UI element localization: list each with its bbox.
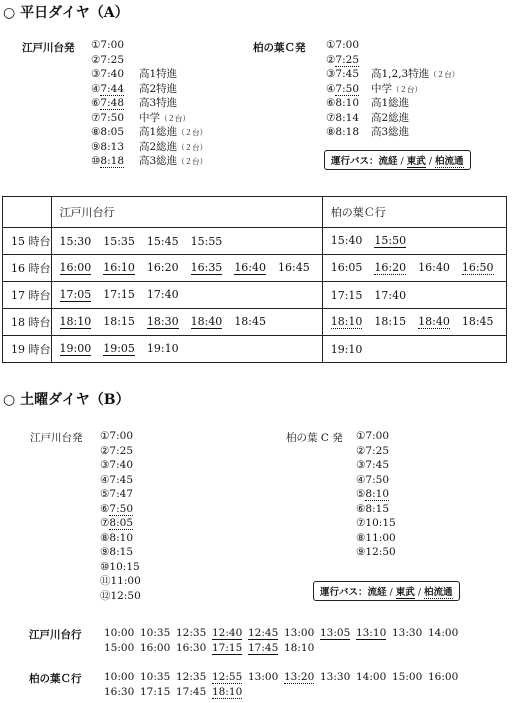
departure-row (100, 473, 141, 488)
edogawa-times-cell (51, 336, 322, 363)
departure-time: 8:10 (365, 488, 390, 500)
departure-number: ⑦ (91, 111, 101, 124)
departure-time: 15:45 (146, 234, 179, 248)
departure-number: ⑤ (356, 488, 366, 500)
kashiwa-times-cell (322, 336, 506, 363)
departure-row (100, 429, 141, 444)
legend-company-c: 柏流通 (424, 587, 453, 598)
table-header-kashiwa: 柏の葉Ｃ行 (322, 197, 506, 228)
table-row (3, 309, 507, 336)
departure-time: 8:10 (335, 97, 360, 109)
departure-time: 17:05 (59, 288, 92, 301)
departure-bus-count: （２台） (160, 113, 190, 123)
departure-row (326, 125, 410, 140)
departure-time: 7:00 (100, 39, 125, 51)
kashiwa-times-cell (322, 255, 506, 282)
departure-course: 高3総進 (371, 126, 410, 138)
departure-time: 13:20 (284, 671, 315, 683)
departure-time: 13:05 (320, 627, 351, 639)
departure-time: 7:40 (109, 459, 134, 471)
departure-time: 16:50 (461, 261, 494, 274)
departure-row (100, 458, 141, 473)
departure-time: 17:15 (103, 288, 135, 301)
departure-row (100, 560, 141, 575)
departure-time: 17:15 (212, 642, 243, 654)
departure-time: 7:25 (365, 444, 390, 457)
departure-time: 17:15 (140, 686, 171, 698)
departure-time: 18:10 (284, 642, 315, 654)
departure-time: 14:00 (428, 627, 459, 639)
departure-time: 15:50 (374, 234, 407, 247)
departure-row (356, 531, 396, 546)
departure-time: 18:15 (374, 315, 407, 328)
weekday-kashiwa-departures (326, 38, 460, 140)
departure-time: 17:40 (374, 288, 407, 302)
departure-time: 7:45 (335, 68, 360, 80)
departure-number: ⑥ (100, 502, 110, 515)
departure-time: 10:15 (365, 517, 396, 529)
departure-time: 16:30 (176, 642, 207, 654)
departure-time: 15:30 (59, 234, 92, 248)
departure-time: 18:45 (234, 315, 267, 328)
departure-course: 高1総進（２台） (139, 126, 208, 138)
edogawa-times-cell (51, 282, 322, 309)
departure-course: 高1総進 (371, 97, 410, 109)
departure-time: 7:00 (365, 430, 390, 442)
departure-number: ⑤ (100, 488, 110, 500)
departure-time: 12:55 (212, 671, 243, 683)
weekday-title: ○ 平日ダイヤ（A） (3, 5, 129, 21)
departure-time: 13:00 (248, 671, 279, 683)
departure-time: 19:10 (330, 342, 363, 356)
departure-row (100, 502, 141, 517)
departure-row (91, 125, 208, 140)
departure-time: 16:00 (140, 642, 171, 654)
departure-time: 12:45 (248, 627, 279, 639)
legend-company-b: 東武 (395, 587, 415, 598)
legend-separator: / (425, 156, 436, 167)
saturday-kashiwa-departures (356, 429, 396, 560)
departure-course: 高1,2,3特進（２台） (371, 68, 460, 80)
weekday-return-timetable (2, 196, 507, 363)
departure-row (356, 545, 396, 560)
departure-time: 15:35 (103, 234, 135, 248)
departure-time: 7:00 (335, 39, 360, 51)
departure-row (91, 111, 190, 126)
departure-number: ① (91, 39, 101, 51)
departure-number: ④ (356, 473, 366, 486)
departure-time: 7:50 (335, 82, 360, 95)
departure-row (100, 487, 141, 502)
departure-time: 7:50 (365, 473, 390, 486)
edogawa-times-cell (51, 255, 322, 282)
departure-row (326, 96, 410, 111)
departure-time: 18:15 (103, 315, 135, 328)
kashiwa-times-cell (322, 309, 506, 336)
departure-time: 16:20 (146, 261, 179, 274)
table-header-blank (3, 197, 52, 228)
departure-time: 11:00 (110, 575, 141, 587)
departure-time: 19:00 (59, 342, 92, 355)
departure-time: 7:44 (100, 82, 125, 95)
legend-company-a: 流経 (367, 587, 387, 598)
departure-number: ② (326, 53, 336, 66)
departure-time: 14:00 (356, 671, 387, 683)
table-row (3, 228, 507, 255)
legend-separator: / (386, 587, 396, 598)
departure-time: 15:00 (392, 671, 423, 683)
weekday-edogawa-label: 江戸川台発 (22, 42, 75, 54)
departure-time: 8:05 (109, 517, 134, 529)
legend-company-b: 東武 (406, 156, 426, 167)
departure-number: ⑩ (100, 560, 110, 573)
departure-time: 7:40 (100, 68, 125, 80)
departure-number: ② (100, 444, 110, 457)
departure-row (100, 531, 141, 546)
departure-row (91, 82, 178, 97)
departure-number: ⑩ (91, 155, 101, 167)
hour-cell: 19 時台 (3, 336, 52, 363)
departure-time: 17:40 (146, 288, 179, 301)
departure-time: 7:25 (335, 53, 360, 66)
legend-separator: / (414, 587, 425, 598)
departure-time: 16:30 (104, 686, 135, 698)
departure-time: 11:00 (365, 531, 396, 544)
departure-time: 15:55 (190, 234, 223, 248)
departure-number: ③ (100, 459, 110, 471)
departure-row (91, 38, 124, 53)
departure-time: 18:40 (190, 315, 223, 328)
departure-row (91, 96, 178, 111)
departure-number: ② (91, 53, 101, 66)
departure-time: 7:00 (109, 430, 134, 442)
legend-prefix: 運行バス： (320, 587, 368, 598)
departure-number: ⑦ (356, 517, 366, 529)
departure-row (100, 516, 141, 531)
departure-course: 高2特進 (139, 82, 178, 95)
departure-number: ⑨ (100, 546, 110, 558)
departure-number: ⑧ (356, 531, 366, 544)
departure-time: 17:15 (330, 288, 363, 302)
departure-time: 10:00 (104, 627, 135, 639)
departure-time: 7:50 (100, 111, 125, 124)
departure-time: 8:18 (100, 155, 125, 167)
weekday-edogawa-departures (91, 38, 208, 169)
departure-time: 18:40 (418, 315, 450, 328)
departure-row (326, 111, 410, 126)
departure-time: 8:13 (100, 140, 125, 153)
departure-time: 10:15 (109, 560, 140, 573)
departure-row (91, 67, 178, 82)
departure-time: 18:30 (146, 315, 179, 328)
saturday-bus-legend (313, 581, 460, 601)
departure-number: ⑨ (356, 546, 366, 558)
departure-number: ④ (326, 82, 336, 95)
saturday-edogawa-departures (100, 429, 141, 603)
departure-number: ⑪ (100, 575, 111, 587)
departure-time: 16:00 (59, 261, 92, 274)
departure-row (326, 82, 422, 97)
departure-course: 高2総進 (371, 111, 410, 124)
saturday-kashiwa-label: 柏の葉 C 発 (286, 432, 343, 444)
departure-row (326, 53, 359, 68)
departure-time: 12:50 (365, 546, 396, 558)
departure-number: ⑧ (326, 126, 336, 138)
departure-number: ⑧ (91, 126, 101, 138)
hour-cell: 18 時台 (3, 309, 52, 336)
departure-number: ④ (91, 82, 101, 95)
departure-bus-count: （２台） (392, 84, 422, 94)
departure-time: 7:45 (365, 459, 390, 471)
departure-number: ① (326, 39, 336, 51)
legend-company-a: 流経 (378, 156, 398, 167)
edogawa-times-cell (51, 309, 322, 336)
departure-course: 高3総進（２台） (139, 155, 208, 167)
departure-number: ⑦ (100, 517, 110, 529)
departure-time: 12:35 (176, 627, 207, 639)
departure-time: 8:18 (335, 126, 360, 138)
departure-time: 7:25 (109, 444, 134, 457)
departure-time: 18:10 (59, 315, 92, 328)
table-header-row (3, 197, 507, 228)
departure-time: 13:00 (284, 627, 315, 639)
departure-course: 高2総進（２台） (139, 140, 208, 153)
departure-row (91, 53, 124, 68)
departure-number: ① (356, 430, 366, 442)
departure-time: 8:15 (109, 546, 134, 558)
departure-number: ③ (356, 459, 366, 471)
table-row (3, 255, 507, 282)
departure-bus-count: （２台） (177, 128, 208, 137)
departure-time: 10:35 (140, 671, 171, 683)
departure-time: 16:00 (428, 671, 459, 683)
departure-course: 高3特進 (139, 97, 178, 109)
departure-row (91, 154, 208, 169)
departure-time: 12:50 (110, 589, 141, 602)
departure-number: ⑫ (100, 589, 111, 602)
departure-row (356, 502, 396, 517)
departure-row (100, 574, 141, 589)
table-row (3, 282, 507, 309)
departure-number: ② (356, 444, 366, 457)
departure-number: ③ (326, 68, 336, 80)
departure-bus-count: （２台） (177, 142, 208, 152)
departure-row (326, 38, 359, 53)
departure-time: 18:10 (330, 315, 363, 328)
departure-time: 17:45 (248, 642, 279, 654)
kashiwa-times-cell (322, 282, 506, 309)
departure-row (356, 458, 396, 473)
saturday-title: ○ 土曜ダイヤ（B） (3, 392, 130, 408)
departure-row (356, 487, 396, 502)
departure-time: 13:30 (392, 627, 423, 639)
weekday-kashiwa-label: 柏の葉Ｃ発 (253, 42, 306, 54)
departure-number: ① (100, 430, 110, 442)
departure-row (356, 429, 396, 444)
departure-time: 18:45 (461, 315, 494, 328)
departure-bus-count: （２台） (177, 157, 208, 166)
departure-time: 18:10 (212, 686, 243, 698)
departure-number: ④ (100, 473, 110, 486)
departure-row (100, 444, 141, 459)
departure-time: 10:00 (104, 671, 135, 683)
departure-time: 16:05 (330, 261, 363, 274)
departure-time: 16:35 (190, 261, 223, 274)
departure-time: 16:40 (234, 261, 267, 274)
legend-separator: / (397, 156, 407, 167)
hour-cell: 15 時台 (3, 228, 52, 255)
departure-time: 19:05 (103, 342, 135, 355)
departure-time: 10:35 (140, 627, 171, 639)
departure-row (356, 516, 396, 531)
departure-number: ⑥ (356, 502, 366, 515)
table-header-edogawa: 江戸川台行 (51, 197, 322, 228)
departure-time: 8:05 (100, 126, 125, 138)
departure-number: ③ (91, 68, 101, 80)
departure-time: 7:45 (109, 473, 134, 486)
departure-row (100, 589, 141, 604)
departure-time: 16:10 (103, 261, 135, 274)
departure-course: 中学（２台） (139, 111, 190, 124)
weekday-bus-legend (324, 150, 471, 170)
departure-time: 7:25 (100, 53, 125, 66)
edogawa-times-cell (51, 228, 322, 255)
departure-number: ⑥ (326, 97, 336, 109)
return-destination-label: 江戸川台行 (29, 629, 82, 641)
hour-cell: 17 時台 (3, 282, 52, 309)
departure-time: 17:45 (176, 686, 207, 698)
table-row (3, 336, 507, 363)
saturday-edogawa-label: 江戸川台発 (30, 432, 83, 444)
departure-number: ⑧ (100, 531, 110, 544)
departure-time: 19:10 (146, 342, 179, 355)
departure-row (326, 67, 460, 82)
departure-time: 13:10 (356, 627, 387, 639)
departure-time: 15:40 (330, 234, 363, 247)
departure-number: ⑨ (91, 140, 101, 153)
departure-course: 中学（２台） (371, 82, 422, 95)
legend-prefix: 運行バス： (331, 156, 379, 167)
legend-company-c: 柏流通 (435, 156, 464, 167)
departure-time: 16:40 (418, 261, 450, 274)
kashiwa-times-cell (322, 228, 506, 255)
departure-time: 7:48 (100, 97, 125, 109)
departure-time: 8:14 (335, 111, 360, 124)
departure-row (356, 444, 396, 459)
departure-time: 8:10 (109, 531, 134, 544)
departure-time: 8:15 (365, 502, 390, 515)
departure-course: 高1特進 (139, 68, 178, 80)
departure-time: 12:40 (212, 627, 243, 639)
departure-time: 16:20 (374, 261, 407, 274)
departure-time: 7:50 (109, 502, 134, 515)
departure-row (91, 140, 208, 155)
departure-time: 13:30 (320, 671, 351, 683)
return-destination-label: 柏の葉Ｃ行 (29, 673, 82, 685)
departure-time: 15:00 (104, 642, 135, 654)
departure-row (356, 473, 396, 488)
departure-time: 16:45 (278, 261, 310, 274)
departure-time: 12:35 (176, 671, 207, 683)
departure-number: ⑦ (326, 111, 336, 124)
departure-row (100, 545, 141, 560)
departure-number: ⑥ (91, 97, 101, 109)
departure-bus-count: （２台） (429, 70, 460, 79)
hour-cell: 16 時台 (3, 255, 52, 282)
departure-time: 7:47 (109, 488, 134, 500)
